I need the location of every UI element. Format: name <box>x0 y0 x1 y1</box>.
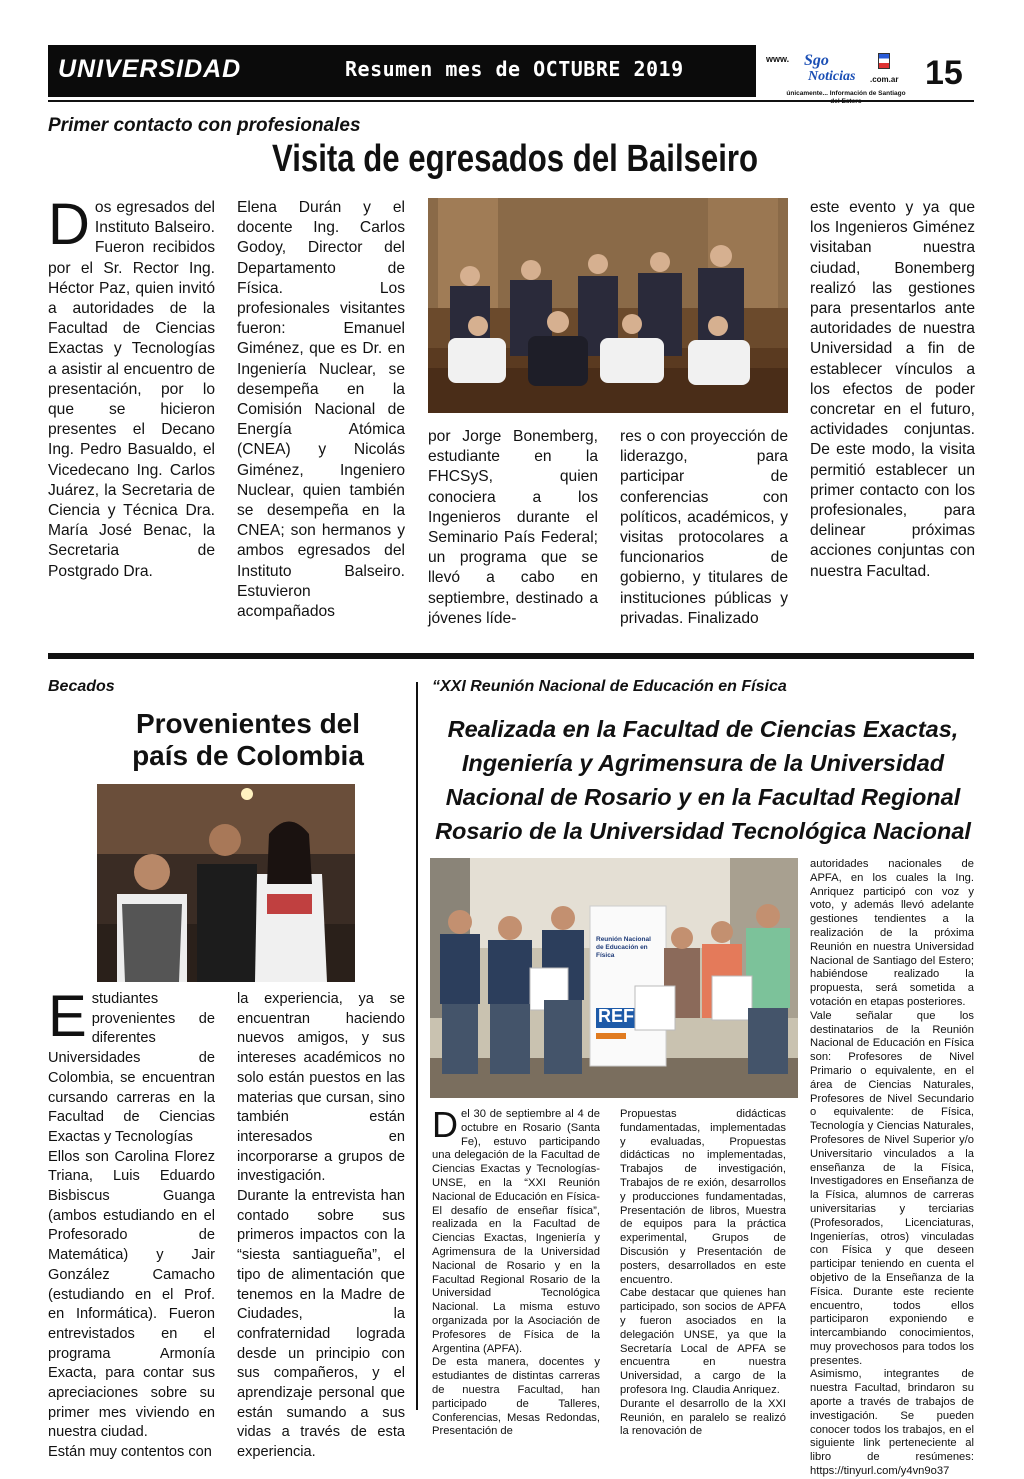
logo-tagline: únicamente... Información de Santiago <box>786 90 906 97</box>
article3-col3-paragraph-1: autoridades nacionales de APFA, en los cuales la Ing. Anriquez participó con voz y voto, y además llevó adelante gestiones tendientes a la realización de la próxima Reunión en nuestra Universidad Nacional de Santiago del Estero; habiéndose realizado la propuesta, será sometida a votación en etapas posteriores. <box>810 858 974 1008</box>
article1-photo <box>428 198 788 413</box>
article2-col1-paragraph-3: Están muy contentos con <box>48 1444 212 1461</box>
logo-name-2: Noticias <box>808 69 856 84</box>
article1-column-3: por Jorge Bonemberg, estudiante en la FHCSyS, quien conociera a los Ingenieros durante el Seminario País Federal; un programa que se llevó a cabo en septiembre, destinado a jóvenes líde- <box>428 428 598 627</box>
article3-column-1 <box>432 1104 600 1439</box>
banner-title: Reunión Nacional de Educación en Física <box>596 936 651 959</box>
article3-kicker: “XXI Reunión Nacional de Educación en Física <box>432 678 787 695</box>
article1-kicker: Primer contacto con profesionales <box>48 115 361 136</box>
article2-col1-paragraph-2: Ellos son Carolina Florez Triana, Luis Eduardo Bisbiscus Guanga (ambos estudiando en el Profesorado de Matemática) y Jair González Camacho (estudiando en el Prof. en Informática). Fueron entrevistados en el programa Armonía Exacta, para contar sus apreciaciones sobre su primer mes viviendo en nuestra ciudad. <box>48 1148 215 1441</box>
column-divider <box>416 682 418 1410</box>
article2-title-line-1: Provenientes del <box>135 708 361 739</box>
article2-kicker: Becados <box>48 678 115 695</box>
article3-title <box>432 712 974 848</box>
article1-column-5: este evento y ya que los Ingenieros Giménez visitaban nuestra ciudad, Bonemberg realizó las gestiones para presentarlos ante autoridades de nuestra Universidad a fin de establecer vínculos a los efectos de poder concretar en el futuro, actividades conjuntas. De este modo, la visita permitió establecer un primer contacto con los profesionales, para delinear próximas acciones conjuntas con nuestra Facultad. <box>810 199 975 580</box>
dropcap: D <box>48 192 90 257</box>
article1-column-4: res o con proyección de liderazgo, para participar de conferencias con políticos, académicos, y visitas protocolares a funcionarios de gobierno, y titulares de instituciones públicas y privadas. Finalizado <box>620 428 788 627</box>
article3-column-3 <box>810 858 974 1479</box>
page-number: 15 <box>925 54 963 92</box>
article2-col1-text: studiantes provenientes de diferentes Universidades de Colombia, se encuentran cursando carreras en la Facultad de Ciencias Exactas y Tecnologías <box>48 991 215 1145</box>
article2-col2-paragraph-2: Durante la entrevista han contado sobre sus primeros impactos con la “siesta santiagueña”, el tipo de alimentación que tenemos en la Madre de Ciudades, la confraternidad lograda desde un principio con sus compañeros, y el aprendizaje personal que están sumando a sus vidas a través de esta experiencia. <box>237 1188 405 1461</box>
article3-title-line-1: Realizada en la Facultad de Ciencias Exactas, <box>447 716 959 742</box>
article2-column-2 <box>237 990 405 1463</box>
banner-logo: REF <box>598 1006 634 1026</box>
article3-col2-paragraph-1: Propuestas didácticas fundamentadas, implementadas y evaluadas, Propuestas didácticas no implementadas, Trabajos de investigación, Trabajos de re exión, desarrollos y producciones fundamentadas, Presentación de libros, Muestra de equipos para la práctica experimental, Grupos de Discusión y Presentación de posters, desarrollados en este encuentro. <box>620 1108 786 1286</box>
students-photo-image <box>97 784 355 982</box>
newspaper-logo[interactable] <box>766 50 906 114</box>
article3-column-2 <box>620 1108 786 1439</box>
article1-col1-text: os egresados del Instituto Balseiro. Fueron recibidos por el Sr. Rector Ing. Héctor Paz, quien invitó a autoridades de la Facultad de Ciencias Exactas y Tecnologías a asistir al encuentro de presentación, por lo que se hicieron presentes el Decano Ing. Pedro Basualdo, el Vicedecano Ing. Carlos Juárez, la Secretaria de Ciencia y Técnica Dra. María José Benac, la Secretaria de Postgrado Dra. <box>48 199 215 580</box>
issue-month: Resumen mes de OCTUBRE 2019 <box>345 57 684 81</box>
article3-col1-paragraph-2: De esta manera, docentes y estudiantes de distintas carreras de nuestra Facultad, han participado de Talleres, Conferencias, Mesas Redondas, Presentación de <box>432 1356 600 1438</box>
group-photo-image <box>428 198 788 413</box>
article1-column-2: Elena Durán y el docente Ing. Carlos Godoy, Director del Departamento de Física. Los profesionales visitantes fueron: Emanuel Giménez, que es Dr. en Ingeniería Nuclear, se desempeña en la Comisión Nacional de Energía Atómica (CNEA) y Nicolás Giménez, Ingeniero Nuclear, quien también se desempeña en la CNEA; son hermanos y ambos egresados del Instituto Balseiro. Estuvieron acompañados <box>237 199 405 621</box>
article3-col3-paragraph-3: Asimismo, integrantes de nuestra Facultad, brindaron su aporte a través de trabajos de investigación. Se pueden conocer todos los trabajos, en el siguiente link perteneciente al libro de resúmenes: https://tinyurl.com/y4vn9o37 <box>810 1368 974 1478</box>
dropcap: E <box>48 984 87 1049</box>
article3-title-line-3: Nacional de Rosario y en la Facultad Regional <box>445 784 961 810</box>
section-title: UNIVERSIDAD <box>58 55 242 83</box>
flag-icon <box>878 53 890 69</box>
article1-title: Visita de egresados del Bailseiro <box>272 138 759 180</box>
article3-title-line-2: Ingeniería y Agrimensura de la Universidad <box>461 750 945 776</box>
article3-photo <box>430 858 798 1098</box>
article3-col2-paragraph-3: Durante el desarrollo de la XXI Reunión, en paralelo se realizó la renovación de <box>620 1397 786 1438</box>
article2-column-1 <box>48 984 215 1463</box>
article3-col3-paragraph-2: Vale señalar que los destinatarios de la Reunión Nacional de Educación en Física son: Profesores de Nivel Primario o equivalente, en el área de Ciencias Naturales, Profesores de Nivel Secundario o equivalente: de Física, Tecnología y Ciencias Naturales, Profesores de Nivel Superior y/o Universitario vinculados a la enseñanza de la Física, Investigadores en Enseñanza de la Física, alumnos de carreras universitarias y terciarias (Profesorados, Licenciaturas, Ingenierías, otros) vinculadas con Física y que deseen participar teniendo en cuenta el objetivo de la Enseñanza de la Física. Durante este reciente encuentro, todos ellos participaron exponiendo e intercambiando conocimientos, muy provechosos para todos los presentes. <box>810 1009 974 1367</box>
article1-column-1 <box>48 192 215 582</box>
header-rule <box>48 100 974 102</box>
dropcap: D <box>432 1104 458 1145</box>
article3-col2-paragraph-2: Cabe destacar que quienes han participado, son socios de APFA y fueron asociados en la delegación UNSE, ya que la Secretaría Local de APFA se encuentra en nuestra Universidad, a cargo de la profesora Ing. Claudia Anriquez. <box>620 1287 786 1396</box>
article2-title <box>98 708 398 772</box>
article2-photo <box>97 784 355 982</box>
article2-title-line-2: país de Colombia <box>132 740 364 771</box>
delegation-photo-image <box>430 858 798 1098</box>
logo-name-1: Sgo <box>804 52 829 69</box>
logo-prefix: www. <box>766 54 790 64</box>
logo-suffix: .com.ar <box>870 75 899 84</box>
article3-title-line-4: Rosario de la Universidad Tecnológica Nacional <box>435 818 971 844</box>
article2-col2-paragraph-1: la experiencia, ya se encuentran haciendo nuevos amigos, y sus intereses académicos no solo están puestos en las materias que cursan, sino también están interesados en incorporarse a grupos de investigación. <box>237 991 405 1185</box>
section-divider <box>48 653 974 659</box>
article3-col1-text: el 30 de septiembre al 4 de octubre en Rosario (Santa Fe), estuvo participando una delegación de la Facultad de Ciencias Exactas y Tecnologías-UNSE, en la “XXI Reunión Nacional de Educación en Física- El desafío de enseñar física”, realizada en la Facultad de Ciencias Exactas, Ingeniería y Agrimensura de la Universidad Nacional de Rosario y en la Facultad Regional Rosario de la Universidad Tecnológica Nacional. La misma estuvo organizada por la Asociación de Profesores de Física de la Argentina (APFA). <box>432 1108 600 1355</box>
